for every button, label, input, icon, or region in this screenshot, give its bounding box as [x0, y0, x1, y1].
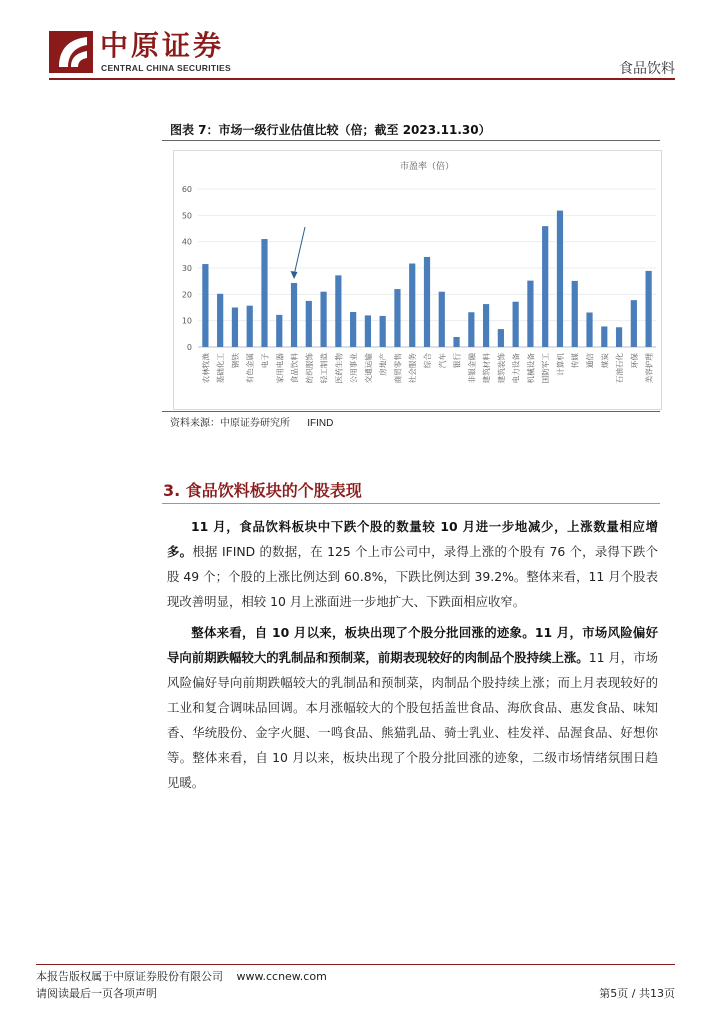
chart-ytick-label: 0 — [186, 343, 192, 352]
company-logo-icon — [49, 31, 93, 73]
chart-bar — [542, 226, 548, 347]
paragraph-1-body: 根据 IFIND 的数据，在 125 个上市公司中，录得上涨的个股有 76 个，录得下跌个股 49 个；个股的上涨比例达到 60.8%，下跌比例达到 39.2%。整体来看，11 月个股表现改善明显，相较 10 月上涨面进一步地扩大、下跌面相应收窄。 — [167, 544, 659, 609]
chart-bar — [350, 312, 356, 347]
chart-xtick-label: 综合 — [423, 353, 432, 369]
chart-bar — [601, 326, 607, 347]
footer-divider — [36, 964, 675, 965]
chart-xtick-label: 电子 — [260, 353, 270, 369]
chart-ytick-label: 50 — [181, 211, 192, 221]
chart-ytick-label: 60 — [181, 185, 192, 194]
chart-xtick-label: 轻工制造 — [319, 353, 329, 384]
footer-url-link[interactable]: www.ccnew.com — [236, 970, 327, 983]
chart-bar — [261, 239, 267, 347]
header-divider — [49, 78, 675, 80]
chart-bar — [557, 211, 563, 347]
paragraph-2-lead: 整体来看，自 10 月以来，板块出现了个股分批回涨的迹象。11 月，市场风险偏好导向前期跌幅较大的乳制品和预制菜，前期表现较好的肉制品个股持续上涨。 — [167, 625, 658, 665]
paragraph-2 — [167, 620, 658, 795]
chart-bar — [365, 315, 371, 347]
chart-xtick-label: 家用电器 — [275, 353, 285, 384]
chart-xtick-label: 煤炭 — [600, 353, 610, 369]
source-name: IFIND — [307, 418, 334, 429]
chart-bar — [291, 283, 297, 347]
chart-bar — [409, 264, 415, 347]
chart-xtick-label: 建筑装饰 — [496, 353, 506, 384]
chart-xtick-label: 公用事业 — [349, 353, 359, 384]
chart-bar — [586, 313, 592, 348]
chart-ytick-label: 30 — [181, 264, 192, 273]
chart-xtick-label: 环保 — [629, 353, 639, 369]
pe-ratio-chart — [173, 150, 662, 410]
chart-bar — [616, 327, 622, 347]
figure-source — [170, 414, 333, 429]
chart-bar — [453, 337, 459, 347]
chart-xtick-label: 石油石化 — [615, 353, 625, 384]
section-title: 3. 食品饮料板块的个股表现 — [163, 481, 362, 500]
chart-title: 市盈率（倍） — [399, 162, 455, 172]
chart-xtick-label: 计算机 — [555, 353, 565, 376]
chart-xtick-label: 有色金属 — [245, 353, 255, 384]
chart-xtick-label: 电力设备 — [511, 353, 521, 384]
chart-xtick-label: 房地产 — [378, 353, 388, 376]
chart-bar — [631, 300, 637, 347]
chart-xtick-label: 建筑材料 — [482, 353, 492, 384]
chart-bar — [306, 301, 312, 347]
figure-bottom-rule — [162, 411, 660, 412]
chart-xtick-label: 非银金融 — [467, 353, 477, 384]
page-number: 第5页 / 共13页 — [599, 987, 675, 1000]
chart-bar — [498, 329, 504, 347]
chart-xtick-label: 钢铁 — [230, 353, 240, 369]
chart-bar — [335, 275, 341, 347]
chart-xtick-label: 通信 — [585, 353, 595, 369]
chart-bar — [483, 304, 489, 347]
chart-ytick-label: 40 — [181, 237, 192, 247]
chart-bar — [247, 306, 253, 347]
paragraph-1-lead: 11 月，食品饮料板块中下跌个股的数量较 10 月进一步地减少，上涨数量相应增多。 — [167, 519, 658, 559]
footer-copyright-line — [36, 968, 327, 984]
chart-bars — [202, 211, 651, 347]
chart-xtick-label: 传媒 — [570, 353, 580, 369]
chart-bar — [202, 264, 208, 347]
chart-bar — [468, 312, 474, 347]
chart-bar — [513, 302, 519, 347]
chart-xtick-label: 银行 — [452, 353, 462, 369]
chart-bar — [217, 294, 223, 347]
chart-xtick-label: 机械设备 — [526, 353, 536, 384]
figure-top-rule — [162, 140, 660, 141]
chart-canvas — [174, 151, 661, 409]
chart-bar — [394, 289, 400, 347]
chart-bar — [380, 316, 386, 347]
chart-bar — [572, 281, 578, 347]
chart-ytick-label: 20 — [181, 290, 192, 300]
chart-xtick-label: 医药生物 — [334, 353, 344, 384]
chart-bar — [320, 292, 326, 347]
footer-disclaimer: 请阅读最后一页各项声明 — [36, 987, 157, 1000]
figure-caption: 图表 7：市场一级行业估值比较（倍；截至 2023.11.30） — [170, 123, 491, 137]
chart-xtick-label: 交通运输 — [363, 353, 373, 384]
chart-bar — [232, 308, 238, 348]
chart-xtick-label: 社会服务 — [408, 353, 418, 384]
chart-xtick-label: 国防军工 — [541, 353, 551, 384]
section-divider — [162, 503, 660, 504]
chart-xtick-label: 基础化工 — [216, 353, 226, 384]
paragraph-1 — [167, 514, 658, 614]
chart-bar — [439, 292, 445, 347]
paragraph-2-body: 11 月，市场风险偏好导向前期跌幅较大的乳制品和预制菜，肉制品个股持续上涨；而上月表现较好的工业和复合调味品回调。本月涨幅较大的个股包括盖世食品、海欣食品、惠发食品、味知香、华统股份、金字火腿、一鸣食品、熊猫乳品、骑士乳业、桂发祥、品渥食品、好想你等。整体来看，自 10 月以来，板块出现了个股分批回涨的迹象，二级市场情绪氛围日趋见暖。 — [167, 650, 659, 790]
brand-name: 中原证券 — [100, 29, 225, 62]
sector-label: 食品饮料 — [619, 61, 675, 77]
chart-labels — [182, 160, 654, 383]
chart-ytick-label: 10 — [181, 316, 192, 326]
source-label: 资料来源：中原证券研究所 — [170, 418, 290, 429]
chart-xtick-label: 农林牧渔 — [201, 353, 211, 384]
chart-xtick-label: 食品饮料 — [290, 353, 300, 384]
chart-xtick-label: 商贸零售 — [393, 353, 403, 384]
chart-bar — [276, 315, 282, 347]
chart-bar — [527, 281, 533, 347]
brand-name-english: CENTRAL CHINA SECURITIES — [101, 63, 231, 73]
chart-xtick-label: 汽车 — [437, 353, 447, 369]
footer-copyright: 本报告版权属于中原证券股份有限公司 — [36, 970, 223, 983]
chart-bar — [646, 271, 652, 347]
chart-xtick-label: 美容护理 — [644, 353, 654, 384]
highlight-arrow-icon — [291, 227, 306, 279]
chart-xtick-label: 纺织服饰 — [304, 353, 314, 384]
chart-bar — [424, 257, 430, 347]
